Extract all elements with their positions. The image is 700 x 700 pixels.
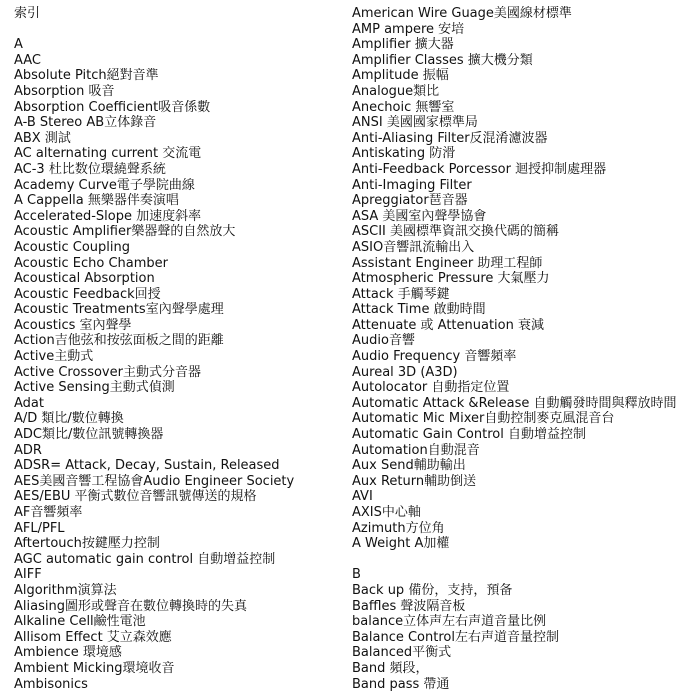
index-entry: Automatic Attack &Release 自動觸發時間與釋放時間: [352, 395, 677, 411]
index-entry: ASA 美國室內聲學協會: [352, 208, 487, 224]
index-entry: Aureal 3D (A3D): [352, 364, 458, 380]
index-entry: AES/EBU 平衡式數位音響訊號傳送的規格: [14, 489, 257, 505]
index-entry: Aliasing圖形或聲音在數位轉換時的失真: [14, 598, 247, 614]
index-entry: Acoustic Amplifier樂器聲的自然放大: [14, 224, 236, 240]
right-column: [352, 6, 700, 692]
index-entry: Balanced平衡式: [352, 645, 452, 661]
index-entry: Anti-Aliasing Filter反混淆濾波器: [352, 130, 548, 146]
index-entry: Acoustic Feedback回授: [14, 286, 161, 302]
index-entry: Azimuth方位角: [352, 520, 445, 536]
index-entry: Active Sensing主動式偵測: [14, 380, 175, 396]
section-letter: B: [352, 567, 361, 583]
index-entry: Absorption Coefficient吸音係數: [14, 99, 211, 115]
index-entry: Acoustics 室內聲學: [14, 317, 132, 333]
index-entry: Assistant Engineer 助理工程師: [352, 255, 543, 271]
index-title: 索引: [14, 6, 41, 21]
index-entry: AFL/PFL: [14, 520, 65, 536]
index-entry: Apreggiator琶音器: [352, 193, 468, 209]
index-entry: Analogue類比: [352, 83, 440, 99]
index-entry: A-B Stereo AB立体錄音: [14, 115, 157, 131]
index-entry: Band 頻段，: [352, 660, 429, 676]
index-entry: AAC: [14, 52, 41, 68]
index-entry: ANSI 美國國家標準局: [352, 115, 478, 131]
index-entry: ADSR= Attack, Decay, Sustain, Released: [14, 458, 280, 474]
index-entry: Automation自動混音: [352, 442, 480, 458]
index-entry: Antiskating 防滑: [352, 146, 456, 162]
index-entry: Baffles 聲波隔音板: [352, 598, 466, 614]
index-entry: AC-3 杜比数位環繞聲系統: [14, 161, 166, 177]
index-entry: Accelerated-Slope 加速度斜率: [14, 208, 202, 224]
index-entry: Ambient Micking環境收音: [14, 660, 175, 676]
index-entry: Back up 備份，支持，預备: [352, 582, 513, 598]
section-letter: A: [14, 37, 23, 53]
index-entry: Acoustical Absorption: [14, 271, 155, 287]
index-entry: A/D 類比/數位轉換: [14, 411, 124, 427]
index-entry: Academy Curve電子學院曲線: [14, 177, 195, 193]
index-entry: Amplitude 振幅: [352, 68, 449, 84]
index-entry: Atmospheric Pressure 大氣壓力: [352, 271, 550, 287]
blank-line: [14, 22, 344, 38]
index-entry: Acoustic Treatments室內聲學處理: [14, 302, 224, 318]
index-entry: Amplifier 擴大器: [352, 37, 454, 53]
index-entry: Allisom Effect 艾立森效應: [14, 629, 172, 645]
index-entry: Aftertouch按鍵壓力控制: [14, 536, 160, 552]
index-entry: Automatic Gain Control 自動增益控制: [352, 427, 586, 443]
index-entry: ADR: [14, 442, 42, 458]
index-entry: Attack 手觸琴鍵: [352, 286, 450, 302]
index-entry: AF音響頻率: [14, 505, 83, 520]
index-entry: American Wire Guage美國線材標準: [352, 6, 572, 21]
index-entry: ABX 測試: [14, 130, 71, 146]
left-column: [14, 6, 344, 692]
index-entry: AC alternating current 交流電: [14, 146, 202, 162]
index-entry: ADC類比/數位訊號轉換器: [14, 427, 164, 443]
index-entry: AXIS中心軸: [352, 505, 421, 520]
index-entry: Band pass 帶通: [352, 676, 450, 692]
index-entry: Absolute Pitch絕對音準: [14, 68, 159, 84]
index-entry: ASCII 美國標準資訊交換代碼的簡稱: [352, 224, 560, 240]
index-entry: balance立体声左右声道音量比例: [352, 614, 547, 630]
index-entry: Anechoic 無響室: [352, 99, 455, 115]
index-entry: Active Crossover主動式分音器: [14, 364, 201, 380]
index-entry: Anti-Imaging Filter: [352, 177, 472, 193]
index-entry: Anti-Feedback Porcessor 迴授抑制處理器: [352, 161, 607, 177]
index-entry: ASIO音響訊流輸出入: [352, 239, 475, 255]
index-entry: AIFF: [14, 567, 42, 583]
index-entry: A Weight A加權: [352, 536, 450, 552]
index-entry: Ambisonics: [14, 676, 88, 692]
index-entry: Amplifier Classes 擴大機分類: [352, 52, 533, 68]
index-entry: Alkaline Cell鹼性電池: [14, 614, 146, 630]
index-entry: AGC automatic gain control 自動增益控制: [14, 551, 276, 567]
index-entry: AMP ampere 安培: [352, 21, 465, 37]
index-entry: Aux Return輔助倒送: [352, 473, 477, 489]
index-entry: Absorption 吸音: [14, 83, 115, 99]
index-entry: Audio音響: [352, 333, 415, 349]
index-entry: Automatic Mic Mixer自動控制麥克風混音台: [352, 411, 615, 427]
index-entry: Balance Control左右声道音量控制: [352, 629, 559, 645]
index-entry: Adat: [14, 395, 44, 411]
index-entry: Attack Time 啟動時間: [352, 302, 486, 318]
index-entry: Acoustic Echo Chamber: [14, 255, 168, 271]
index-entry: Attenuate 或 Attenuation 衰減: [352, 317, 544, 333]
index-entry: Action吉他弦和按弦面板之間的距離: [14, 333, 224, 349]
index-entry: Acoustic Coupling: [14, 239, 131, 255]
index-entry: AES美國音響工程協會Audio Engineer Society: [14, 473, 295, 489]
index-entry: Ambience 環境感: [14, 645, 122, 661]
index-entry: A Cappella 無樂器伴奏演唱: [14, 193, 179, 209]
blank-line: [352, 552, 700, 568]
index-entry: Aux Send輔助輸出: [352, 458, 466, 474]
index-entry: AVI: [352, 489, 373, 505]
index-entry: Audio Frequency 音響頻率: [352, 349, 517, 365]
index-entry: Algorithm演算法: [14, 582, 117, 598]
index-entry: Autolocator 自動指定位置: [352, 380, 510, 396]
index-entry: Active主動式: [14, 349, 94, 365]
